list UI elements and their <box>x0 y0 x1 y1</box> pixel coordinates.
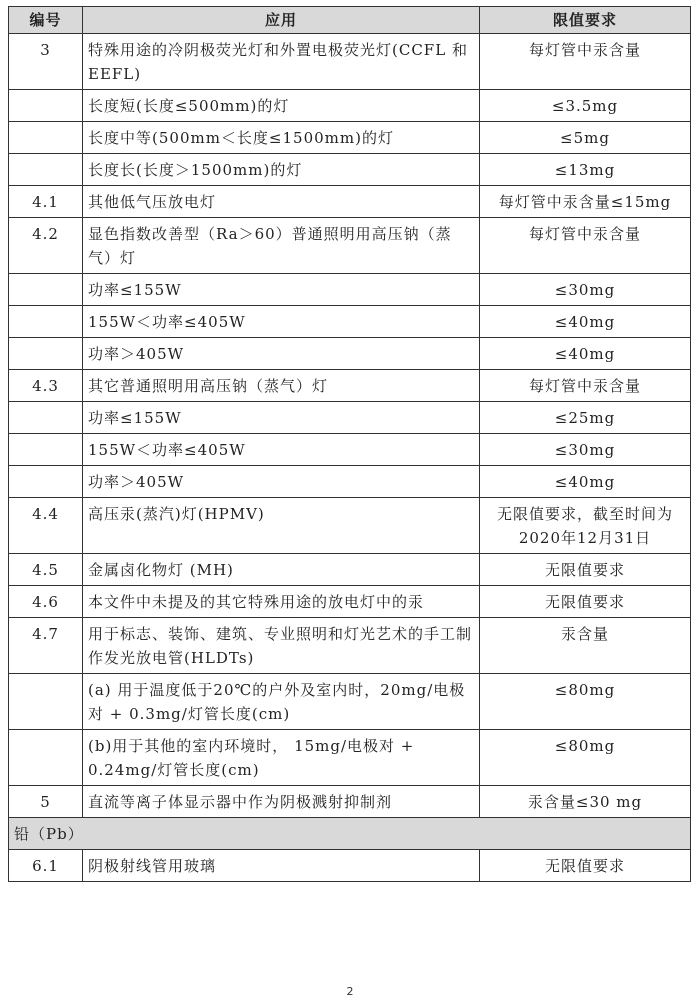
cell-number <box>9 90 83 122</box>
cell-application: 直流等离子体显示器中作为阴极溅射抑制剂 <box>83 786 480 818</box>
table-row <box>9 186 691 218</box>
cell-limit: ≤40mg <box>480 306 691 338</box>
cell-application: 金属卤化物灯 (MH) <box>83 554 480 586</box>
cell-limit: ≤30mg <box>480 274 691 306</box>
cell-number: 5 <box>9 786 83 818</box>
cell-number: 4.5 <box>9 554 83 586</box>
cell-application: 特殊用途的冷阴极荧光灯和外置电极荧光灯(CCFL 和 EEFL) <box>83 34 480 90</box>
section-title-lead: 铅（Pb） <box>9 818 691 850</box>
cell-limit: 无限值要求 <box>480 850 691 882</box>
cell-application: 其它普通照明用高压钠（蒸气）灯 <box>83 370 480 402</box>
table-row <box>9 786 691 818</box>
cell-limit: 每灯管中汞含量 <box>480 370 691 402</box>
table-row <box>9 306 691 338</box>
table-row <box>9 402 691 434</box>
cell-number <box>9 306 83 338</box>
cell-application: 高压汞(蒸汽)灯(HPMV) <box>83 498 480 554</box>
header-number: 编号 <box>9 7 83 34</box>
cell-limit: 汞含量≤30 mg <box>480 786 691 818</box>
table-row <box>9 554 691 586</box>
cell-number <box>9 274 83 306</box>
cell-limit: ≤25mg <box>480 402 691 434</box>
cell-application: (a) 用于温度低于20℃的户外及室内时，20mg/电极对 + 0.3mg/灯管长度(cm) <box>83 674 480 730</box>
cell-limit: ≤80mg <box>480 674 691 730</box>
cell-application: 其他低气压放电灯 <box>83 186 480 218</box>
cell-application: 长度短(长度≤500mm)的灯 <box>83 90 480 122</box>
cell-application: (b)用于其他的室内环境时， 15mg/电极对 + 0.24mg/灯管长度(cm) <box>83 730 480 786</box>
cell-number: 4.4 <box>9 498 83 554</box>
section-body <box>9 818 691 850</box>
header-row <box>9 7 691 34</box>
cell-limit: ≤40mg <box>480 466 691 498</box>
restriction-table <box>8 6 691 882</box>
cell-application: 用于标志、装饰、建筑、专业照明和灯光艺术的手工制作发光放电管(HLDTs) <box>83 618 480 674</box>
table-row <box>9 850 691 882</box>
cell-limit: 无限值要求，截至时间为2020年12月31日 <box>480 498 691 554</box>
cell-number <box>9 466 83 498</box>
cell-number: 6.1 <box>9 850 83 882</box>
table-row <box>9 730 691 786</box>
cell-application: 阴极射线管用玻璃 <box>83 850 480 882</box>
cell-limit: ≤13mg <box>480 154 691 186</box>
cell-limit: 无限值要求 <box>480 586 691 618</box>
cell-number <box>9 730 83 786</box>
cell-limit: ≤80mg <box>480 730 691 786</box>
cell-application: 显色指数改善型（Ra＞60）普通照明用高压钠（蒸气）灯 <box>83 218 480 274</box>
cell-number <box>9 674 83 730</box>
cell-number <box>9 338 83 370</box>
table-row <box>9 122 691 154</box>
cell-limit: ≤30mg <box>480 434 691 466</box>
cell-limit: ≤3.5mg <box>480 90 691 122</box>
cell-limit: 每灯管中汞含量 <box>480 218 691 274</box>
cell-number: 4.6 <box>9 586 83 618</box>
cell-number: 4.1 <box>9 186 83 218</box>
cell-number: 4.2 <box>9 218 83 274</box>
cell-number <box>9 434 83 466</box>
cell-limit: 汞含量 <box>480 618 691 674</box>
table-row <box>9 466 691 498</box>
table-row <box>9 434 691 466</box>
cell-application: 功率＞405W <box>83 338 480 370</box>
cell-application: 功率≤155W <box>83 274 480 306</box>
page-number: 2 <box>346 985 354 998</box>
table-row <box>9 370 691 402</box>
table-row <box>9 674 691 730</box>
table-row <box>9 498 691 554</box>
cell-number: 4.3 <box>9 370 83 402</box>
cell-application: 本文件中未提及的其它特殊用途的放电灯中的汞 <box>83 586 480 618</box>
table-row <box>9 90 691 122</box>
table-row <box>9 34 691 90</box>
cell-limit: 无限值要求 <box>480 554 691 586</box>
cell-limit: 每灯管中汞含量 <box>480 34 691 90</box>
cell-number <box>9 154 83 186</box>
cell-number <box>9 402 83 434</box>
cell-application: 155W＜功率≤405W <box>83 306 480 338</box>
table-row <box>9 154 691 186</box>
table-body-lead <box>9 850 691 882</box>
table-row <box>9 338 691 370</box>
cell-application: 长度中等(500mm＜长度≤1500mm)的灯 <box>83 122 480 154</box>
table-row <box>9 218 691 274</box>
cell-application: 长度长(长度＞1500mm)的灯 <box>83 154 480 186</box>
table-row <box>9 618 691 674</box>
table-row <box>9 586 691 618</box>
table-row <box>9 274 691 306</box>
header-limit: 限值要求 <box>480 7 691 34</box>
cell-number: 4.7 <box>9 618 83 674</box>
cell-application: 功率＞405W <box>83 466 480 498</box>
cell-application: 功率≤155W <box>83 402 480 434</box>
cell-limit: 每灯管中汞含量≤15mg <box>480 186 691 218</box>
cell-number <box>9 122 83 154</box>
table-body <box>9 34 691 818</box>
cell-application: 155W＜功率≤405W <box>83 434 480 466</box>
section-row <box>9 818 691 850</box>
cell-limit: ≤5mg <box>480 122 691 154</box>
cell-limit: ≤40mg <box>480 338 691 370</box>
cell-number: 3 <box>9 34 83 90</box>
header-application: 应用 <box>83 7 480 34</box>
